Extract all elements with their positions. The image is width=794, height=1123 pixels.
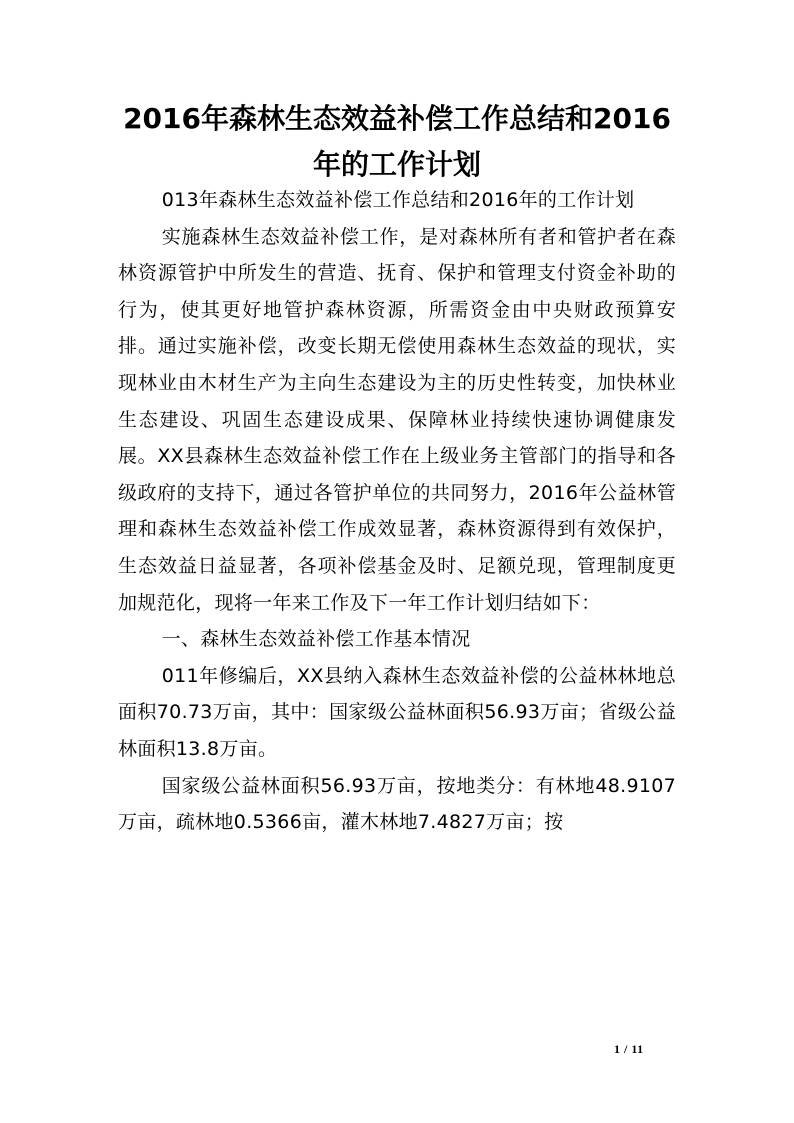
section-heading-1: 一、森林生态效益补偿工作基本情况 xyxy=(161,628,471,651)
paragraph-intro: 实施森林生态效益补偿工作，是对森林所有者和管护者在森林资源管护中所发生的营造、抚育、保护和管理支付资金补助的行为，使其更好地管护森林资源，所需资金由中央财政预算安排。通过实施补偿，改变长期无偿使用森林生态效益的现状，实现林业由木材生产为主向生态建设为主的历史性转变，加快林业生态建设、巩固生态建设成果、保障林业持续快速协调健康发展。XX县森林生态效益补偿工作在上级业务主管部门的指导和各级政府的支持下，通过各管护单位的共同努力，2016年公益林管理和森林生态效益补偿工作成效显著，森林资源得到有效保护，生态效益日益显著，各项补偿基金及时、足额兑现，管理制度更加规范化，现将一年来工作及下一年工作计划归结如下： xyxy=(118,225,676,614)
paragraph-subtitle: 013年森林生态效益补偿工作总结和2016年的工作计划 xyxy=(161,189,635,211)
document-body xyxy=(118,182,676,841)
page-number: 1 / 11 xyxy=(614,1042,644,1056)
document-title: 2016年森林生态效益补偿工作总结和2016年的工作计划 xyxy=(123,102,671,181)
paragraph-national-area: 国家级公益林面积56.93万亩，按地类分：有林地48.9107万亩，疏林地0.5366亩，灌木林地7.4827万亩；按 xyxy=(118,774,676,834)
paragraph-area-total: 011年修编后，XX县纳入森林生态效益补偿的公益林林地总面积70.73万亩，其中：国家级公益林面积56.93万亩；省级公益林面积13.8万亩。 xyxy=(118,664,676,760)
